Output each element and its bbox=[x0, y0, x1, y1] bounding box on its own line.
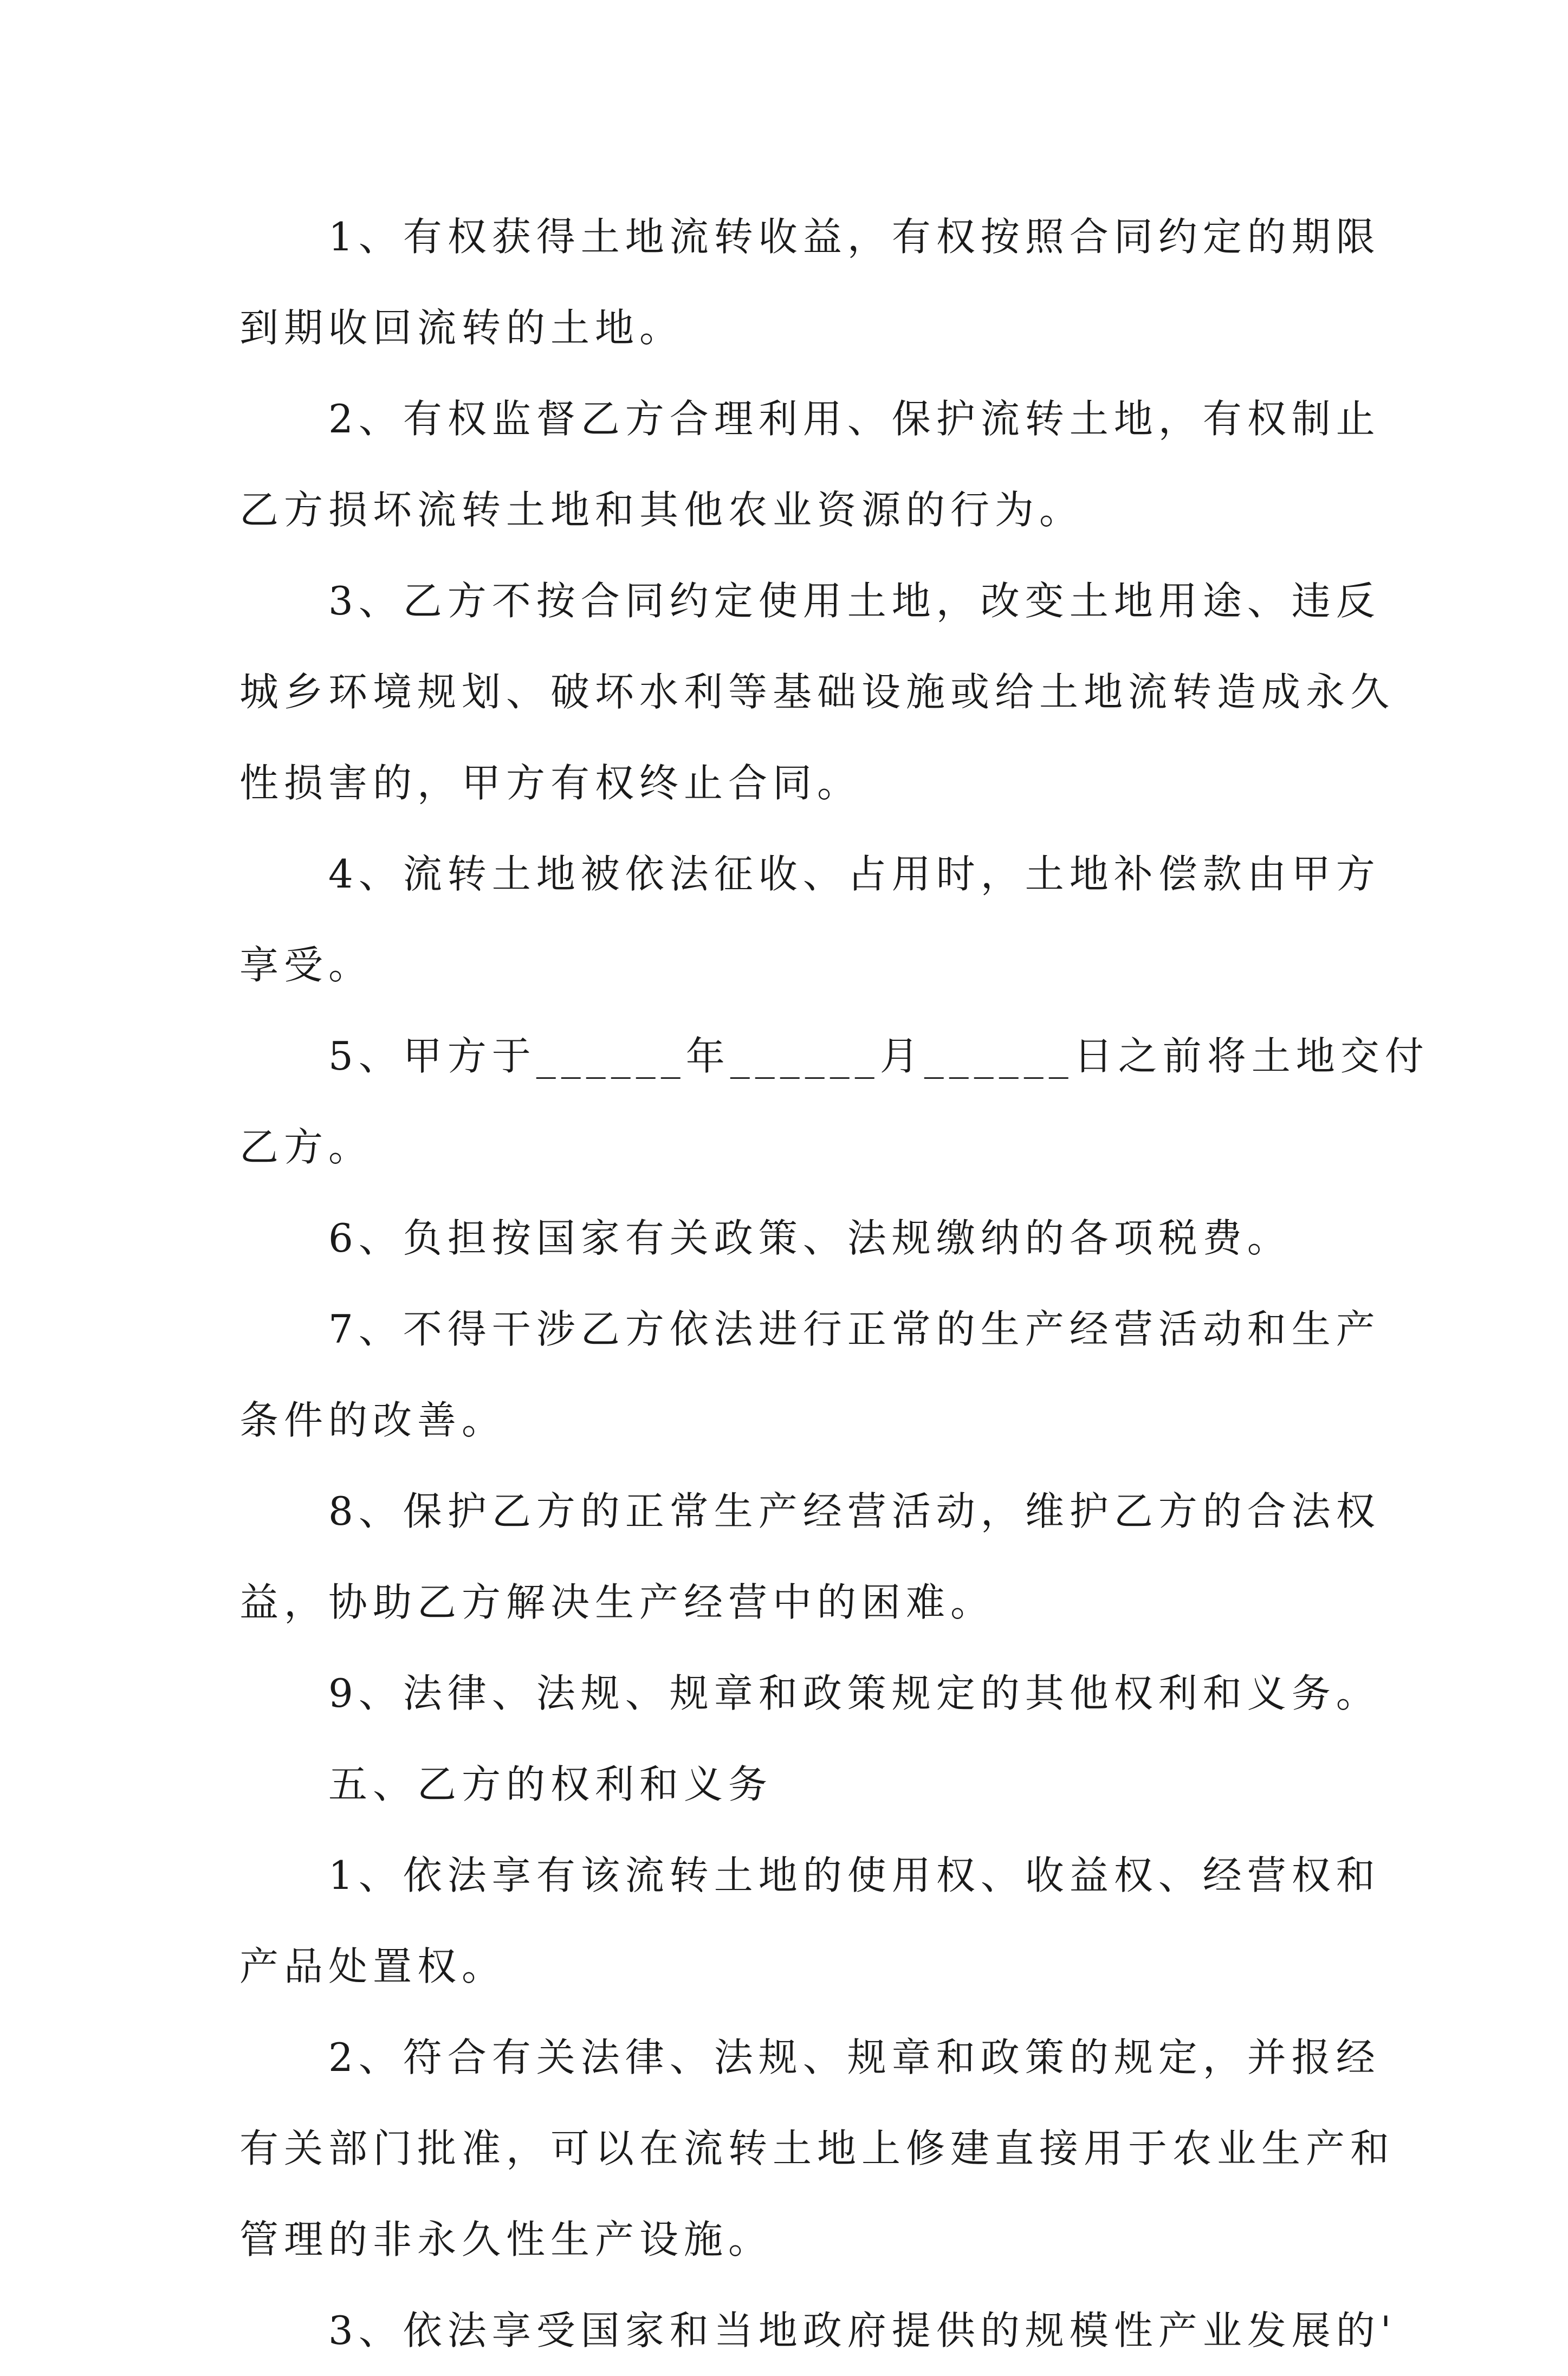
paragraph-line: 2、有权监督乙方合理利用、保护流转土地，有权制止 bbox=[328, 396, 1381, 442]
paragraph-line: 性损害的，甲方有权终止合同。 bbox=[239, 760, 862, 806]
paragraph-line: 6、负担按国家有关政策、法规缴纳的各项税费。 bbox=[328, 1215, 1292, 1261]
paragraph-line: 3、乙方不按合同约定使用土地，改变土地用途、违反 bbox=[328, 578, 1381, 624]
paragraph-9 bbox=[239, 1648, 1381, 1739]
paragraph-line: 有关部门批准，可以在流转土地上修建直接用于农业生产和 bbox=[239, 2126, 1395, 2171]
paragraph-line: 1、依法享有该流转土地的使用权、收益权、经营权和 bbox=[328, 1853, 1381, 1898]
paragraph-line: 到期收回流转的土地。 bbox=[239, 305, 684, 351]
paragraph-line: 城乡环境规划、破坏水利等基础设施或给土地流转造成永久 bbox=[239, 669, 1395, 715]
paragraph-line: 管理的非永久性生产设施。 bbox=[239, 2217, 773, 2262]
section-heading: 五、乙方的权利和义务 bbox=[328, 1762, 773, 1807]
paragraph-line: 2、符合有关法律、法规、规章和政策的规定，并报经 bbox=[328, 2035, 1381, 2080]
paragraph-1 bbox=[239, 191, 1381, 373]
paragraph-line: 7、不得干涉乙方依法进行正常的生产经营活动和生产 bbox=[328, 1306, 1381, 1352]
section-heading-party-b bbox=[239, 1739, 1334, 1830]
paragraph-6 bbox=[239, 1193, 1334, 1284]
paragraph-line: 5、甲方于______年______月______日之前将土地交付 bbox=[328, 1033, 1429, 1079]
paragraph-13 bbox=[239, 2285, 1397, 2376]
paragraph-3 bbox=[239, 555, 1395, 828]
paragraph-line: 8、保护乙方的正常生产经营活动，维护乙方的合法权 bbox=[328, 1488, 1381, 1534]
paragraph-line: 1、有权获得土地流转收益，有权按照合同约定的期限 bbox=[328, 214, 1381, 260]
paragraph-8 bbox=[239, 1466, 1381, 1648]
paragraph-12 bbox=[239, 2012, 1395, 2285]
paragraph-4 bbox=[239, 828, 1381, 1011]
paragraph-2 bbox=[239, 373, 1381, 555]
paragraph-line: 益，协助乙方解决生产经营中的困难。 bbox=[239, 1579, 995, 1625]
paragraph-7 bbox=[239, 1284, 1381, 1466]
paragraph-line: 享受。 bbox=[239, 942, 373, 988]
paragraph-line: 乙方损坏流转土地和其他农业资源的行为。 bbox=[239, 487, 1084, 533]
document-body bbox=[239, 191, 1429, 2376]
paragraph-11 bbox=[239, 1830, 1381, 2012]
paragraph-line: 乙方。 bbox=[239, 1124, 373, 1170]
paragraph-line: 条件的改善。 bbox=[239, 1397, 507, 1443]
paragraph-line: 产品处置权。 bbox=[239, 1944, 507, 1989]
paragraph-line: 4、流转土地被依法征收、占用时，土地补偿款由甲方 bbox=[328, 851, 1381, 897]
paragraph-line: 9、法律、法规、规章和政策规定的其他权利和义务。 bbox=[328, 1671, 1381, 1716]
paragraph-line: 3、依法享受国家和当地政府提供的规模性产业发展的' bbox=[328, 2308, 1397, 2353]
paragraph-5 bbox=[239, 1011, 1429, 1193]
